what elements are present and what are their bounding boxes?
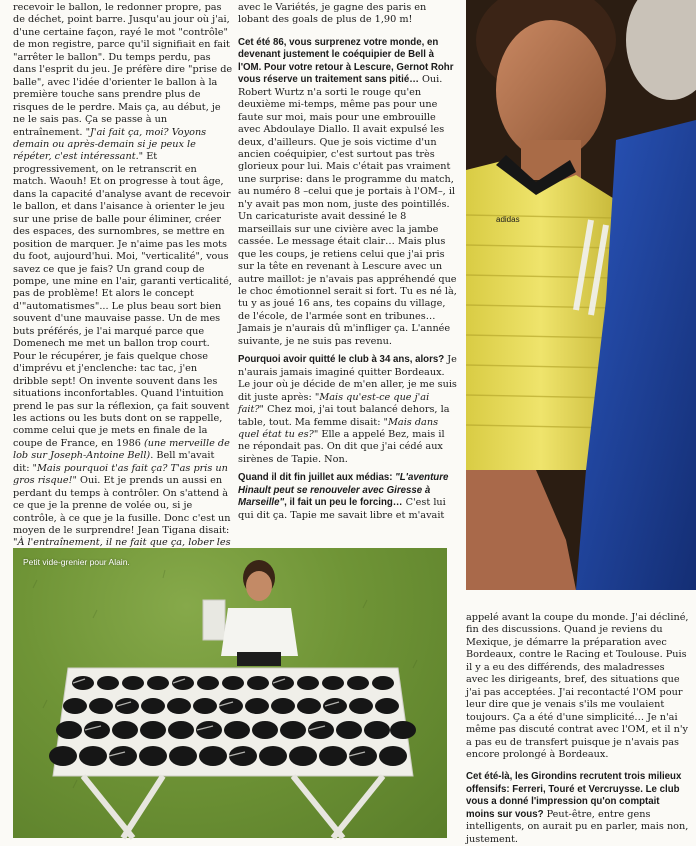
text-span: Elle a appelé Bez, mais il ne répondait pas. On dit que j'ai cédé aux sirènes de Tapie. Non.	[238, 428, 445, 465]
italic-quote: "Mais dans quel état tu es?"	[238, 416, 439, 440]
italic-quote: "À l'entraînement, il ne fait que ça, lober les	[13, 537, 231, 549]
interview-question: Pourquoi avoir quitté le club à 34 ans, alors?	[238, 354, 445, 366]
text-span: . Bell m'avait dit:	[13, 450, 215, 474]
shirt-logo: adidas	[496, 215, 520, 224]
shoes-illustration	[13, 548, 447, 838]
interview-qa	[466, 771, 690, 846]
photo-player-portrait	[466, 0, 696, 590]
text-span: recevoir le ballon, le redonner propre, pas de déchet, point barre. Jusqu'au jour où j'ai, d'une certaine façon, rayé le mot "contrôle" de mon registre, parce qu'il signifiait en fait "arrêter le ballon". Du temps perdu, pas dans l'esprit du jeu. Je préfère dire "prise de balle", avec l'idée d'orienter le ballon à la première touche sans prendre plus de risques de le perdre. Mais ça, au début, je ne le sais pas. Ça se passe à un entraînement.	[13, 2, 233, 138]
interview-question-quote: "L'aventure Hinault peut se renouveler avec Giresse à Marseille"	[238, 472, 449, 509]
text-span: Oui. Et je prends un aussi en perdant du temps à contrôler. On s'attend à ce que je la prenne de volée ou, si je contrôle, à ce que je la fusille. Donc c'est un moyen de le surprendre! Jean Tigana disait:	[13, 475, 231, 537]
interview-answer: Peut-être, entre gens intelligents, on aurait pu en parler, mais non, justement.	[466, 808, 689, 845]
italic-quote: "Mais pourquoi t'as fait ça? T'as pris un gros risque!"	[13, 462, 228, 487]
interview-answer: Oui. Robert Wurtz n'a sorti le rouge qu'en deuxième mi-temps, même pas pour une faute sur moi, mais pour une embrouille avec Abdoulaye Diallo. Il avait expulsé les deux, d'ailleurs. Que je sois victime d'un ancien coéquipier, c'est surtout pas très glorieux pour lui. Mais c'était pas vraiment une surprise: dans le programme du match, au numéro 8 –celui que je portais à l'OM–, il n'y avait pas mon nom, juste des pointillés. Un caricaturiste avait dessiné le 8 marseillais sur une civière avec la jambe cassée. Le message était clair… Mais plus que les coups, je retiens celui que j'ai pris sur la tête en revenant à Lescure avec un autre maillot: je n'avais pas appréhendé que le choc émotionnel serait si fort. Tu es né là, tu y as joué 16 ans, tes copains du village, de l'école, de l'armée sont en tribunes… Jamais je n'aurais dû m'infliger ça. L'année suivante, je ne suis pas revenu.	[238, 74, 457, 347]
text-span: Chez moi, j'ai tout balancé dehors, la table, tout. Ma femme disait:	[238, 404, 450, 428]
interview-qa	[238, 472, 457, 522]
interview-qa	[238, 37, 457, 348]
article-column-1	[13, 2, 233, 549]
italic-aside: (une merveille de lob sur Joseph-Antoine Bell)	[13, 437, 230, 462]
interview-answer: C'est lui qui dit ça. Tapie me savait libre et m'avait	[238, 497, 446, 521]
photo-caption: Petit vide-grenier pour Alain.	[23, 557, 130, 567]
text-span: Et progressivement, on le retranscrit en match. Waouh! Et on progresse à tout âge, dans la capacité d'analyse avant de recevoir le ballon, et dans l'aisance à orienter le jeu sur une prise de balle pour éliminer, créer des espaces, des surnombres, se mettre en position de marquer. Je n'aime pas les mots du foot, aujourd'hui. Moi, "verticalité", vous savez ce que je fais? Un grand coup de pompe, une mine en l'air, garanti verticalité, pas de problème! Et alors le concept d'"automatismes"... Le plus beau sort bien souvent d'une mauvaise passe. Un de mes buts préférés, je l'ai marqué parce que Domenech me met un ballon trop court. Pour le récupérer, je fais quelque chose d'imprévu et j'enclenche: tac tac, j'en dribble sept! On invente souvent dans les situations inconfortables. Quand l'intuition prend le pas sur la réflexion, ça fait souvent les actions ou les buts dont on se rappelle, comme celui que je mets en finale de la coupe de France, en 1986	[13, 151, 232, 449]
paragraph	[13, 2, 233, 562]
italic-quote: "Mais qu'est-ce que j'ai fait?"	[238, 391, 430, 416]
text-span: appelé avant la coupe du monde. J'ai décliné, fin des discussions. Quand je reviens du Mexique, je démarre la préparation avec Bordeaux, contre le Racing et Toulouse. Puis il y a eu des différends, des maladresses avec les dirigeants, bref, des situations que j'ai pas acceptées. J'ai recontacté l'OM pour leur dire que je venais s'ils me voulaient toujours. Ça a été d'une simplicité… Je n'ai même pas discuté contrat avec l'OM, et il n'y a pas eu de transfert puisque je n'avais pas encore prolongé à Bordeaux.	[466, 612, 689, 760]
photo-shoe-sale	[13, 548, 447, 838]
interview-question: Cet été-là, les Girondins recrutent trois milieux offensifs: Ferreri, Touré et Vercruysse. Le club vous a donné l'impression qu'on comptait moins sur vous?	[466, 771, 682, 820]
interview-question: Cet été 86, vous surprenez votre monde, en devenant justement le coéquipier de Bell à l'OM. Pour votre retour à Lescure, Gernot Rohr vous réserve un traitement sans pitié…	[238, 36, 454, 86]
text-span: avec le Variétés, je gagne des paris en lobant des goals de plus de 1,90 m!	[238, 2, 427, 26]
italic-quote: "J'ai fait ça, moi? Voyons demain ou après-demain si je peux le répéter, c'est intéressant."	[13, 126, 207, 163]
paragraph	[238, 2, 457, 27]
interview-answer: Je n'aurais jamais imaginé quitter Bordeaux. Le jour où je décide de m'en aller, je me suis dit juste après:	[238, 354, 457, 403]
paragraph	[466, 612, 690, 761]
interview-question: , il fait un peu le forcing…	[284, 497, 403, 509]
interview-question: Quand il dit fin juillet aux médias:	[238, 472, 396, 484]
interview-qa	[238, 354, 457, 466]
portrait-illustration	[466, 0, 696, 590]
article-column-3	[466, 612, 690, 845]
article-column-2	[238, 2, 457, 522]
